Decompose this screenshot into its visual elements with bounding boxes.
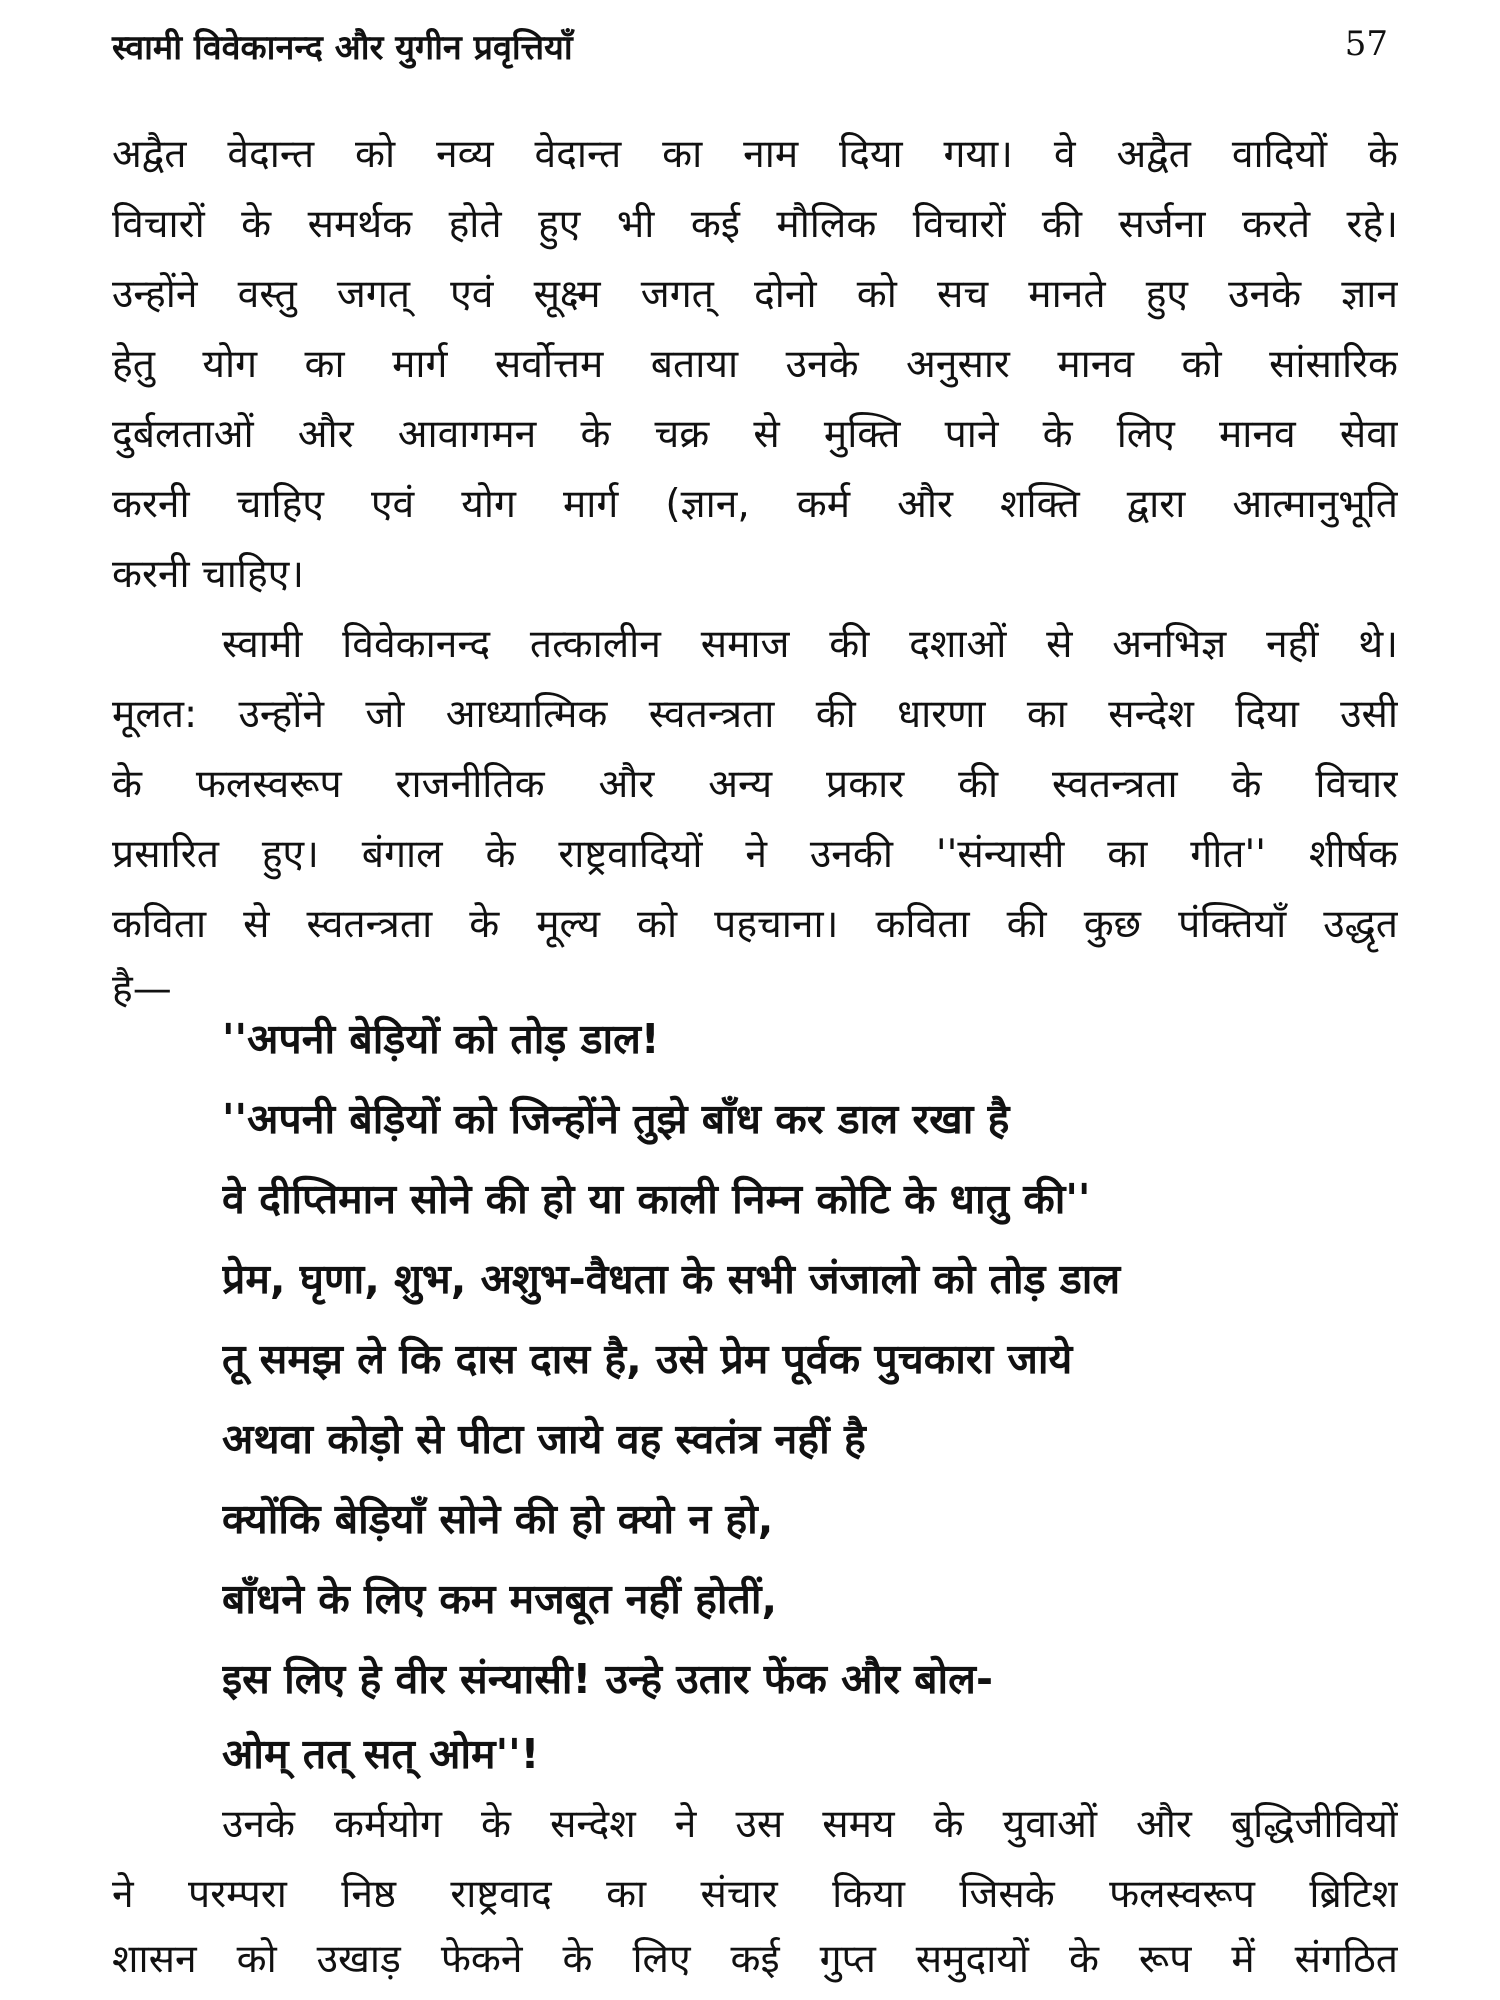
poem-line: ''अपनी बेड़ियों को जिन्होंने तुझे बाँध कर डाल रखा है xyxy=(222,1095,1010,1143)
paragraph-1-line: करनी चाहिए। xyxy=(112,552,305,597)
paragraph-2-line: कविता से स्वतन्त्रता के मूल्य को पहचाना। कविता की कुछ पंक्तियाँ उद्धृत xyxy=(112,902,1398,947)
paragraph-1-line: विचारों के समर्थक होते हुए भी कई मौलिक विचारों की सर्जना करते रहे। xyxy=(112,202,1398,247)
paragraph-2-line: है— xyxy=(112,967,172,1012)
paragraph-2-line: स्वामी विवेकानन्द तत्कालीन समाज की दशाओं से अनभिज्ञ नहीं थे। xyxy=(222,622,1398,667)
paragraph-3-line: शासन को उखाड़ फेकने के लिए कई गुप्त समुदायों के रूप में संगठित xyxy=(112,1937,1398,1982)
paragraph-1-line: दुर्बलताओं और आवागमन के चक्र से मुक्ति पाने के लिए मानव सेवा xyxy=(112,412,1398,457)
poem-line: बाँधने के लिए कम मजबूत नहीं होतीं, xyxy=(222,1575,778,1623)
paragraph-2-line: मूलत: उन्होंने जो आध्यात्मिक स्वतन्त्रता की धारणा का सन्देश दिया उसी xyxy=(112,692,1398,737)
page-number: 57 xyxy=(1344,24,1388,64)
paragraph-2-line: के फलस्वरूप राजनीतिक और अन्य प्रकार की स्वतन्त्रता के विचार xyxy=(112,762,1398,807)
paragraph-1-line: उन्होंने वस्तु जगत् एवं सूक्ष्म जगत् दोनो को सच मानते हुए उनके ज्ञान xyxy=(112,272,1398,317)
poem-line: इस लिए हे वीर संन्यासी! उन्हे उतार फेंक और बोल- xyxy=(222,1655,993,1703)
paragraph-3-line: उनके कर्मयोग के सन्देश ने उस समय के युवाओं और बुद्धिजीवियों xyxy=(222,1802,1398,1847)
paragraph-1-line: अद्वैत वेदान्त को नव्य वेदान्त का नाम दिया गया। वे अद्वैत वादियों के xyxy=(112,132,1398,177)
poem-line: अथवा कोड़ो से पीटा जाये वह स्वतंत्र नहीं है xyxy=(222,1415,866,1463)
poem-line: तू समझ ले कि दास दास है, उसे प्रेम पूर्वक पुचकारा जाये xyxy=(222,1335,1073,1383)
poem-line: ओम् तत् सत् ओम''! xyxy=(222,1730,540,1778)
poem-line: क्योंकि बेड़ियाँ सोने की हो क्यो न हो, xyxy=(222,1495,774,1543)
paragraph-1-line: हेतु योग का मार्ग सर्वोत्तम बताया उनके अनुसार मानव को सांसारिक xyxy=(112,342,1398,387)
poem-line: ''अपनी बेड़ियों को तोड़ डाल! xyxy=(222,1015,660,1063)
paragraph-3-line: ने परम्परा निष्ठ राष्ट्रवाद का संचार किया जिसके फलस्वरूप ब्रिटिश xyxy=(112,1872,1398,1917)
paragraph-1-line: करनी चाहिए एवं योग मार्ग (ज्ञान, कर्म और शक्ति द्वारा आत्मानुभूति xyxy=(112,482,1398,527)
poem-line: प्रेम, घृणा, शुभ, अशुभ-वैधता के सभी जंजालो को तोड़ डाल xyxy=(222,1255,1121,1303)
running-head-title: स्वामी विवेकानन्द और युगीन प्रवृत्तियाँ xyxy=(112,28,573,68)
poem-line: वे दीप्तिमान सोने की हो या काली निम्न कोटि के धातु की'' xyxy=(222,1175,1091,1223)
paragraph-2-line: प्रसारित हुए। बंगाल के राष्ट्रवादियों ने उनकी ''संन्यासी का गीत'' शीर्षक xyxy=(112,832,1398,877)
